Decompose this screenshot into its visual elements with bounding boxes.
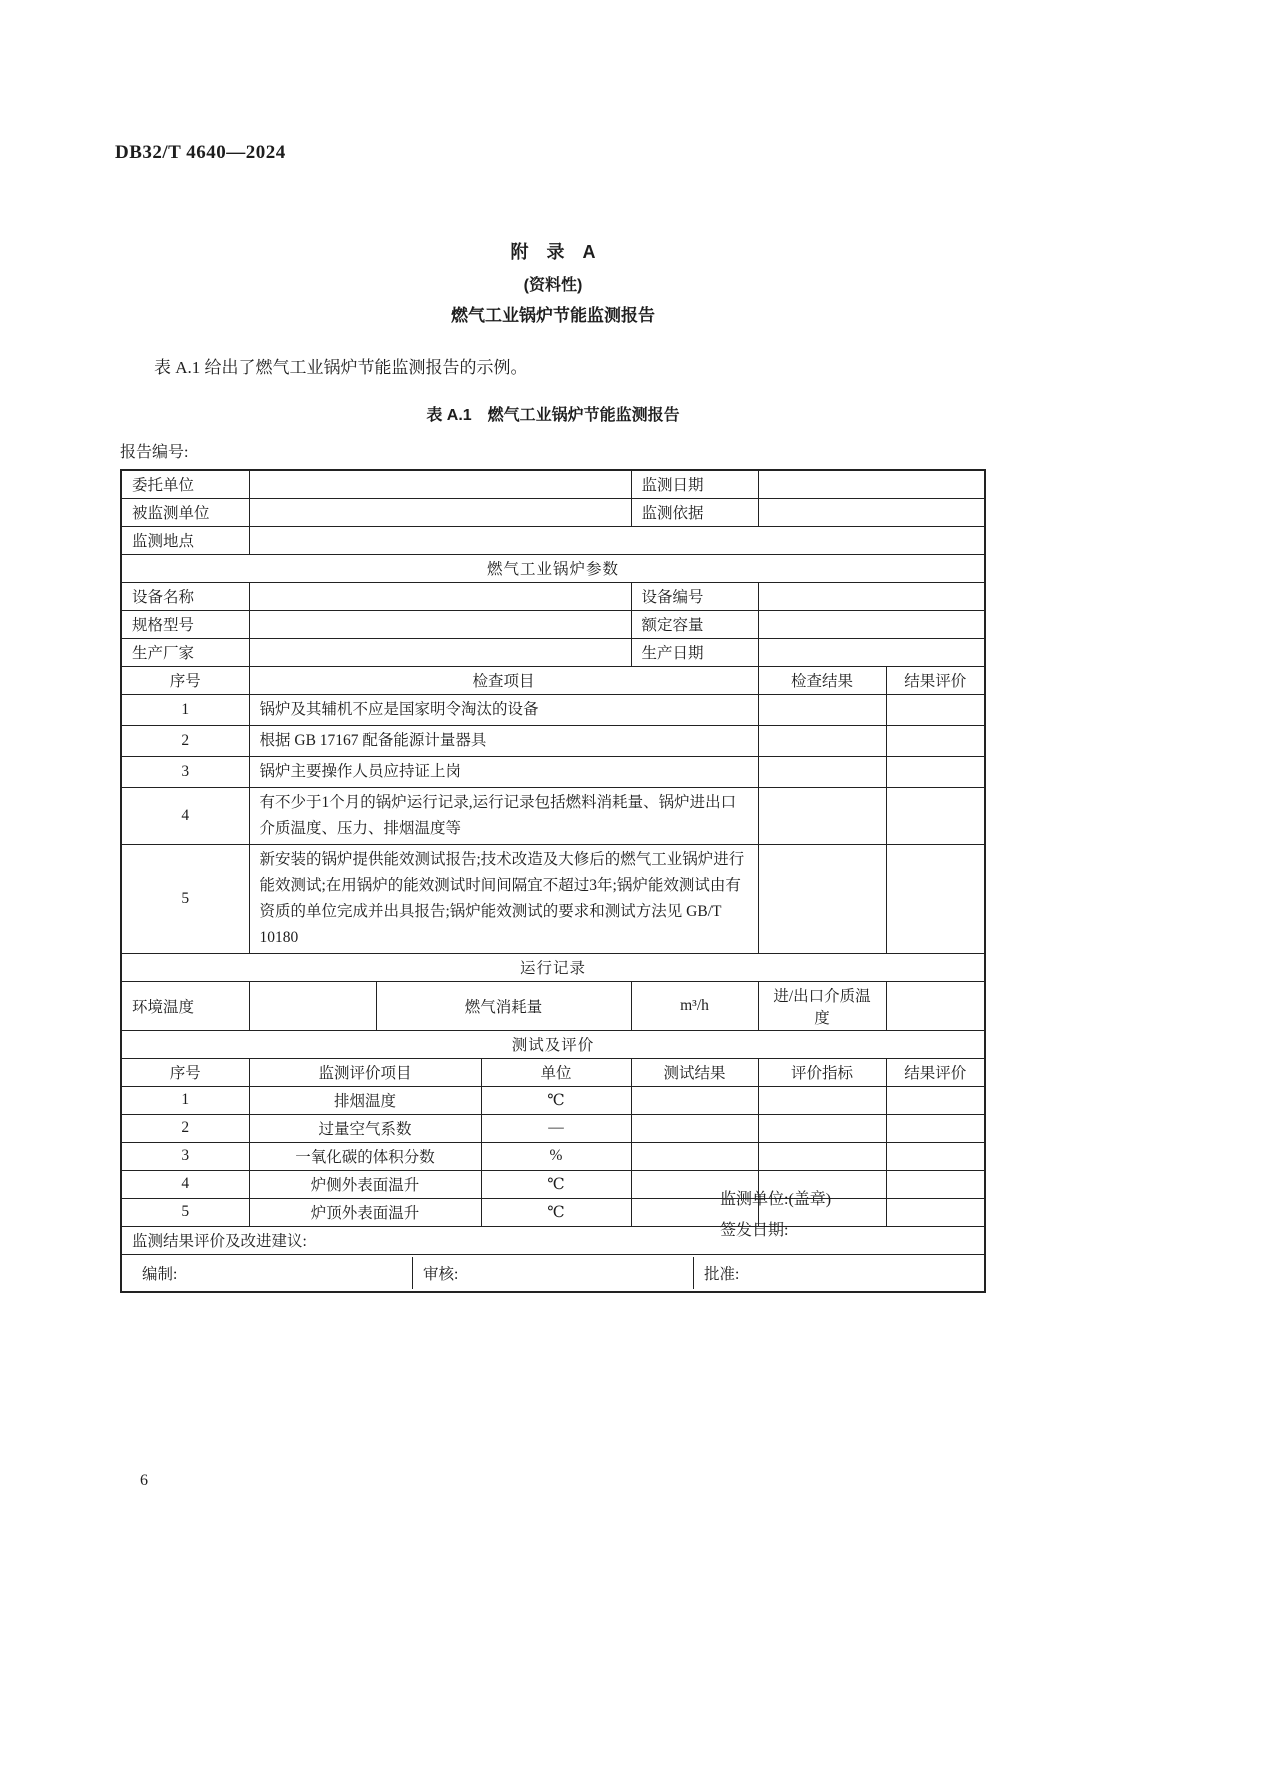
test-indicator-header: 评价指标	[758, 1058, 886, 1086]
medium-temp-label: 进/出口介质温度	[758, 981, 886, 1030]
monitored-unit-value	[249, 498, 631, 526]
check-result-cell	[758, 787, 886, 844]
issue-date-label: 签发日期:	[720, 1221, 789, 1239]
test-item-header: 监测评价项目	[249, 1058, 481, 1086]
device-name-label: 设备名称	[121, 582, 249, 610]
location-label: 监测地点	[121, 526, 249, 554]
test-indicator-cell	[758, 1142, 886, 1170]
test-item-name: 炉侧外表面温升	[249, 1170, 481, 1198]
table-row-monitored	[121, 498, 985, 526]
env-temp-value	[249, 981, 376, 1030]
standard-number: DB32/T 4640—2024	[115, 142, 286, 163]
footer-flex	[132, 1257, 974, 1289]
monitoring-report-table	[120, 469, 986, 1293]
check-item-row	[121, 756, 985, 787]
test-eval-cell	[886, 1198, 985, 1226]
test-item-row	[121, 1170, 985, 1198]
test-item-name: 排烟温度	[249, 1086, 481, 1114]
check-item-text: 锅炉及其辅机不应是国家明令淘汰的设备	[249, 694, 758, 725]
check-result-cell	[758, 725, 886, 756]
test-item-unit: ℃	[481, 1198, 631, 1226]
test-result-cell	[631, 1142, 758, 1170]
test-item-name: 炉顶外表面温升	[249, 1198, 481, 1226]
check-eval-cell	[886, 725, 985, 756]
check-eval-cell	[886, 694, 985, 725]
table-row-device-name	[121, 582, 985, 610]
test-item-no: 1	[121, 1086, 249, 1114]
manufacturer-value	[249, 638, 631, 666]
test-item-name: 一氧化碳的体积分数	[249, 1142, 481, 1170]
report-number-label: 报告编号:	[120, 444, 189, 461]
check-item-row	[121, 694, 985, 725]
test-item-no: 5	[121, 1198, 249, 1226]
test-eval-header: 结果评价	[886, 1058, 985, 1086]
check-item-no: 3	[121, 756, 249, 787]
check-item-row	[121, 787, 985, 844]
check-item-no: 1	[121, 694, 249, 725]
gas-unit: m³/h	[631, 981, 758, 1030]
check-eval-cell	[886, 844, 985, 953]
rated-capacity-value	[758, 610, 985, 638]
check-item-text: 新安装的锅炉提供能效测试报告;技术改造及大修后的燃气工业锅炉进行能效测试;在用锅炉的能效测试时间间隔宜不超过3年;锅炉能效测试由有资质的单位完成并出具报告;锅炉能效测试的要求和测试方法见 GB/T 10180	[249, 844, 758, 953]
test-result-cell	[631, 1086, 758, 1114]
appendix-subtitle: (资料性)	[523, 277, 583, 294]
section-operation-title: 运行记录	[121, 953, 985, 981]
monitor-basis-label: 监测依据	[631, 498, 758, 526]
page-content	[120, 238, 986, 1293]
table-row-manufacturer	[121, 638, 985, 666]
check-item-no: 2	[121, 725, 249, 756]
entrust-unit-label: 委托单位	[121, 470, 249, 498]
table-caption: 表 A.1 燃气工业锅炉节能监测报告	[426, 407, 680, 424]
spec-model-value	[249, 610, 631, 638]
monitor-date-value	[758, 470, 985, 498]
check-no-header: 序号	[121, 666, 249, 694]
section-params-title: 燃气工业锅炉参数	[121, 554, 985, 582]
test-item-unit: —	[481, 1114, 631, 1142]
footer-cell	[121, 1254, 985, 1292]
check-eval-header: 结果评价	[886, 666, 985, 694]
test-item-unit: ℃	[481, 1086, 631, 1114]
appendix-name: 燃气工业锅炉节能监测报告	[451, 306, 655, 325]
medium-temp-value	[886, 981, 985, 1030]
table-row-location	[121, 526, 985, 554]
conclusion-label: 监测结果评价及改进建议:	[132, 1233, 307, 1250]
page-number: 6	[140, 1472, 148, 1489]
prepared-by-label: 编制:	[142, 1265, 178, 1283]
rated-capacity-label: 额定容量	[631, 610, 758, 638]
operation-row	[121, 981, 985, 1030]
test-item-unit: ℃	[481, 1170, 631, 1198]
check-result-header: 检查结果	[758, 666, 886, 694]
test-result-header: 测试结果	[631, 1058, 758, 1086]
test-item-no: 4	[121, 1170, 249, 1198]
test-item-name: 过量空气系数	[249, 1114, 481, 1142]
approved-by-label: 批准:	[693, 1257, 974, 1289]
device-name-value	[249, 582, 631, 610]
table-row-entrust	[121, 470, 985, 498]
table-row-spec	[121, 610, 985, 638]
test-item-unit: %	[481, 1142, 631, 1170]
check-result-cell	[758, 694, 886, 725]
device-no-label: 设备编号	[631, 582, 758, 610]
test-item-row	[121, 1114, 985, 1142]
test-eval-cell	[886, 1170, 985, 1198]
test-unit-header: 单位	[481, 1058, 631, 1086]
gas-consumption-label: 燃气消耗量	[376, 981, 631, 1030]
test-item-no: 3	[121, 1142, 249, 1170]
footer-row	[121, 1254, 985, 1292]
monitor-date-label: 监测日期	[631, 470, 758, 498]
test-eval-cell	[886, 1086, 985, 1114]
device-no-value	[758, 582, 985, 610]
test-header-row	[121, 1058, 985, 1086]
production-date-value	[758, 638, 985, 666]
check-eval-cell	[886, 756, 985, 787]
monitored-unit-label: 被监测单位	[121, 498, 249, 526]
conclusion-row	[121, 1226, 985, 1254]
signature-block	[720, 1184, 831, 1246]
intro-paragraph: 表 A.1 给出了燃气工业锅炉节能监测报告的示例。	[154, 358, 528, 377]
manufacturer-label: 生产厂家	[121, 638, 249, 666]
check-header-row	[121, 666, 985, 694]
section-row-operation	[121, 953, 985, 981]
spec-model-label: 规格型号	[121, 610, 249, 638]
section-row-params	[121, 554, 985, 582]
test-indicator-cell	[758, 1114, 886, 1142]
test-item-row	[121, 1086, 985, 1114]
test-indicator-cell	[758, 1086, 886, 1114]
check-eval-cell	[886, 787, 985, 844]
test-eval-cell	[886, 1114, 985, 1142]
test-eval-cell	[886, 1142, 985, 1170]
test-result-cell	[631, 1114, 758, 1142]
check-item-text: 根据 GB 17167 配备能源计量器具	[249, 725, 758, 756]
check-item-text: 锅炉主要操作人员应持证上岗	[249, 756, 758, 787]
test-item-row	[121, 1142, 985, 1170]
check-item-row	[121, 844, 985, 953]
location-value	[249, 526, 985, 554]
reviewed-by-label: 审核:	[412, 1257, 693, 1289]
monitor-org-label: 监测单位:(盖章)	[720, 1190, 832, 1208]
test-no-header: 序号	[121, 1058, 249, 1086]
test-item-row	[121, 1198, 985, 1226]
env-temp-label: 环境温度	[121, 981, 249, 1030]
appendix-title: 附 录 A	[510, 242, 596, 262]
check-item-row	[121, 725, 985, 756]
production-date-label: 生产日期	[631, 638, 758, 666]
check-item-header: 检查项目	[249, 666, 758, 694]
check-item-no: 4	[121, 787, 249, 844]
entrust-unit-value	[249, 470, 631, 498]
check-item-no: 5	[121, 844, 249, 953]
test-item-no: 2	[121, 1114, 249, 1142]
check-result-cell	[758, 756, 886, 787]
check-item-text: 有不少于1个月的锅炉运行记录,运行记录包括燃料消耗量、锅炉进出口介质温度、压力、排烟温度等	[249, 787, 758, 844]
check-result-cell	[758, 844, 886, 953]
monitor-basis-value	[758, 498, 985, 526]
section-test-title: 测试及评价	[121, 1030, 985, 1058]
section-row-test	[121, 1030, 985, 1058]
